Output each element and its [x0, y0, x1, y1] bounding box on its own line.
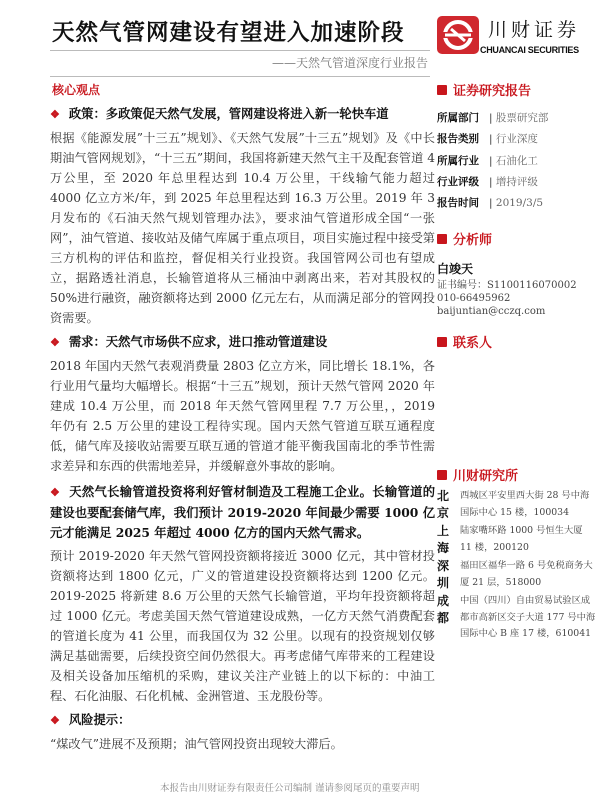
square-icon: [437, 85, 447, 95]
contact-label: 联系人: [437, 332, 597, 351]
analyst-label: 分析师: [437, 229, 597, 248]
main-content: [50, 100, 435, 756]
meta-row: 行业评级 | 增持评级: [437, 171, 597, 192]
logo-english-name: CHUANCAI SECURITIES: [480, 45, 579, 55]
paragraph: 2018 年国内天然气表观消费量 2803 亿立方米，同比增长 18.1%，各行业用气量均大幅增长。根据“十三五”规划，预计天然气管网 2020 年建成 10.4 万公里，而 2018 年天然气管网里程 7.7 万公里，，2019 年仍有 2.5 万公里的建设工程待实现。国内天然气管道互联互通程度低，储气库及接收站需要互联互通的管道才能平衡我国南北的季节性需求差异和东西的供需地差异，并缓解意外事故的影响。: [50, 359, 435, 473]
bullet-icon: ❖: [50, 336, 60, 349]
section-heading: ❖ 天然气长输管道投资将利好管材制造及工程施工企业。长输管道的建设也要配套储气库，我们预计 2019-2020 年间最少需要 1000 亿元才能满足 2025 年超过 4000 亿方的国内天然气需求。: [50, 484, 435, 540]
meta-row: 所属行业 | 石油化工: [437, 150, 597, 171]
square-icon: [437, 337, 447, 347]
logo-name: 川财证券: [488, 19, 581, 41]
page-title: 天然气管网建设有望进入加速阶段: [52, 20, 405, 46]
bullet-icon: ❖: [50, 486, 61, 499]
sidebar: [437, 80, 597, 645]
square-icon: [437, 234, 447, 244]
divider: [50, 50, 430, 51]
paragraph: “煤改气”进展不及预期；油气管网投资出现较大滞后。: [50, 737, 343, 751]
section-heading: ❖ 风险提示：: [50, 712, 131, 727]
analyst-email[interactable]: baijuntian@cczq.com: [437, 306, 546, 318]
meta-row: 报告时间 | 2019/3/5: [437, 192, 597, 213]
paragraph: 预计 2019-2020 年天然气管网投资额将接近 3000 亿元，其中管材投资额将达到 1800 亿元，广义的管道建设投资额将达到 1200 亿元。2019-2025 将新建 8.6 万公里的天然气长输管道，平均年投资额将超过 1000 亿元。考虑美国天然气管道建设成熟，一亿方天然气消费配套的管道长度为 41 公里，而我国仅为 32 公里。以现有的投资规划仅够满足基础需要，后续投资空间仍然很大。再考虑储气库带来的工程建设及相关设备加压缩机的采购，建议关注产业链上的以下标的：中油工程、石化油服、石化机械、金洲管道、玉龙股份等。: [50, 549, 435, 703]
square-icon: [437, 470, 447, 480]
section-heading: ❖ 政策：多政策促天然气发展，管网建设将进入新一轮快车道: [50, 106, 389, 121]
bullet-icon: ❖: [50, 714, 60, 727]
paragraph: 根据《能源发展”十三五”规划》、《天然气发展”十三五”规划》及《中长期油气管网规划》，“十三五”期间，我国将新建天然气主干及配套管道 4 万公里，至 2020 年总里程达到 10.4 万公里，干线输气能力超过 4000 亿立方米/年，到 2025 年总里程达到 16.3 万公里。2019 年 3 月发布的《石油天然气规划管理办法》，要求油气管道形成全国“一张网”，油气管道、接收站及储气库属于重点项目，项目实施过程中接受第三方机构的评估和监控，督促相关行业投资。我国管网公司也有望成立，据路透社消息，长输管道将从三桶油中剥离出来，若对其股权的 50%进行融资，融资额将达到 2000 亿元左右，从而满足部分的管网投资需要。: [50, 131, 435, 325]
analyst-phone: 010-66495962: [437, 293, 511, 305]
institute-label: 川财研究所: [437, 465, 597, 484]
company-logo: [437, 16, 479, 54]
office: 上海 陆家嘴环路 1000 号恒生大厦 11 楼，200120: [437, 524, 583, 555]
office: 北京 西城区平安里西大街 28 号中海国际中心 15 楼，100034: [437, 489, 590, 520]
office: 深圳 福田区福华一路 6 号免税商务大厦 21 层，518000: [437, 559, 593, 590]
office: 成都 中国（四川）自由贸易试验区成都市高新区交子大道 177 号中海国际中心 B 座 17 楼，610041: [437, 594, 596, 640]
bullet-icon: ❖: [50, 108, 60, 121]
core-views-label: 核心观点: [52, 83, 101, 97]
report-label: 证券研究报告: [437, 80, 597, 99]
meta-row: 所属部门 | 股票研究部: [437, 107, 597, 128]
analyst-name: 白竣天: [437, 262, 474, 277]
analyst-cert: 证书编号：S1100116070002: [437, 280, 577, 292]
subtitle: ——天然气管道深度行业报告: [271, 56, 428, 70]
meta-row: 报告类别 | 行业深度: [437, 128, 597, 149]
divider: [50, 76, 430, 77]
section-heading: ❖ 需求：天然气市场供不应求，进口推动管道建设: [50, 334, 328, 349]
footer-disclaimer: 本报告由川财证券有限责任公司编制 谨请参阅尾页的重要声明: [160, 783, 420, 794]
